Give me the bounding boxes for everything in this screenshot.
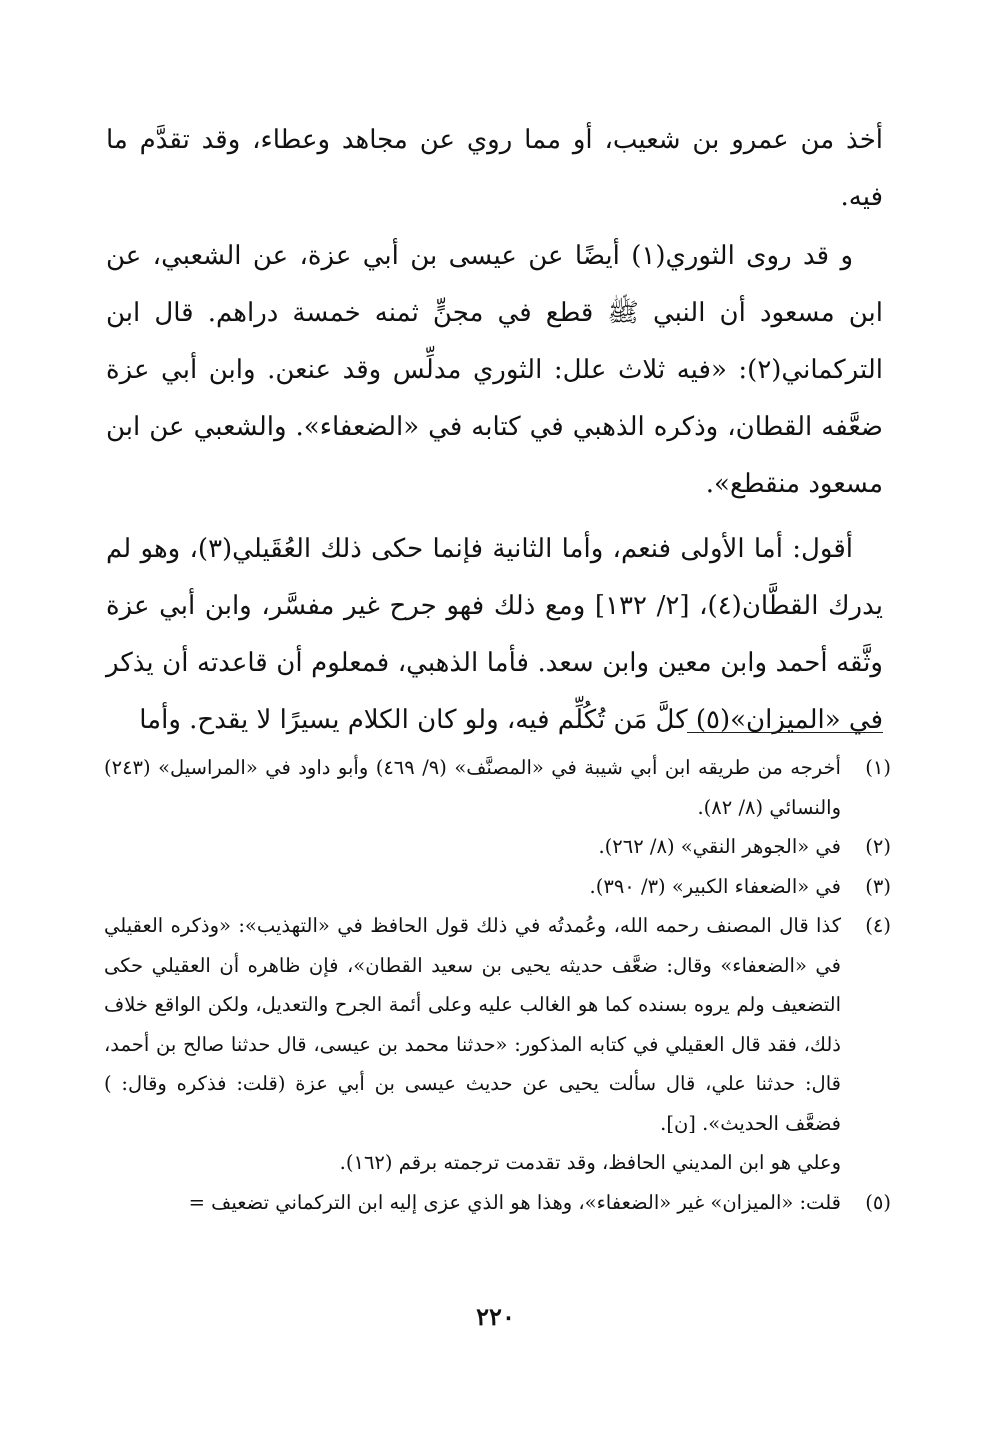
paragraph-author-response: أقول: أما الأولى فنعم، وأما الثانية فإنما حكى ذلك العُقَيلي(٣)، وهو لم يدرك القطَّان(٤)، [٢/ ١٣٢] ومع ذلك فهو جرح غير مفسَّر، وابن أبي عزة وثَّقه أحمد وابن معين وابن سعد. فأما الذهبي، فمعلوم أن قاعدته أن يذكر في «الميزان»(٥) كلَّ مَن تُكُلِّم فيه، ولو كان الكلام يسيرًا لا يقدح. وأما [106,534,883,735]
footnote-number: (١) [865,756,891,779]
footnote-line: كذا قال المصنف رحمه الله، وعُمدتُه في ذلك قول الحافظ في «التهذيب»: «وذكره العقيلي في «الضعفاء» وقال: ضعَّف حديثه يحيى بن سعيد القطان»، فإن ظاهره أن العقيلي حكى التضعيف ولم يروه بسنده كما هو الغالب عليه وعلى أئمة الجرح والتعديل، ولكن الواقع خلاف ذلك، فقد قال العقيلي في كتابه المذكور: «حدثنا محمد بن عيسى، قال حدثنا صالح بن أحمد، قال: حدثنا علي، قال سألت يحيى عن حديث عيسى بن أبي عزة (قلت: فذكره وقال: ) فضعَّف الحديث». [ن]. [104,914,841,1135]
footnote-number: (٢) [865,835,891,858]
footnote-text [104,867,841,907]
footnote-2 [104,827,891,867]
footnote-text [104,1183,841,1223]
footnotes [104,748,891,1222]
footnote-number: (٣) [865,874,891,898]
footnote-line: في «الجوهر النقي» (٨/ ٢٦٢). [598,835,841,858]
page-number: ٢٢٠ [476,1302,515,1331]
paragraph-thawri-narration: و قد روى الثوري(١) أيضًا عن عيسى بن أبي عزة، عن الشعبي، عن ابن مسعود أن النبي ﷺ قطع في مجنٍّ ثمنه خمسة دراهم. قال ابن التركماني(٢): «فيه ثلاث علل: الثوري مدلِّس وقد عنعن. وابن أبي عزة ضعَّفه القطان، وذكره الذهبي في كتابه في «الضعفاء». والشعبي عن ابن مسعود منقطع». [106,241,883,499]
footnote-line: وعلي هو ابن المديني الحافظ، وقد تقدمت ترجمته برقم (١٦٢). [339,1151,841,1174]
footnote-3 [104,867,891,907]
footnote-text [104,906,841,1183]
footnote-line: أخرجه من طريقه ابن أبي شيبة في «المصنَّف» (٩/ ٤٦٩) وأبو داود في «المراسيل» (٢٤٣) والنسائي (٨/ ٨٢). [104,756,841,819]
footnote-1 [104,748,891,827]
footnote-line: قلت: «الميزان» غير «الضعفاء»، وهذا هو الذي عزى إليه ابن التركماني تضعيف = [188,1190,841,1214]
main-text [106,112,883,751]
footnote-text [104,748,841,827]
footnote-number: (٥) [865,1190,891,1214]
footnote-number: (٤) [865,914,891,937]
footnote-5 [104,1183,891,1223]
footnote-line: في «الضعفاء الكبير» (٣/ ٣٩٠). [589,874,841,898]
footnote-separator [687,732,883,733]
footnote-text [104,827,841,867]
footnote-4 [104,906,891,1183]
paragraph-continuation: أخذ من عمرو بن شعيب، أو مما روي عن مجاهد وعطاء، وقد تقدَّم ما فيه. [106,125,883,212]
